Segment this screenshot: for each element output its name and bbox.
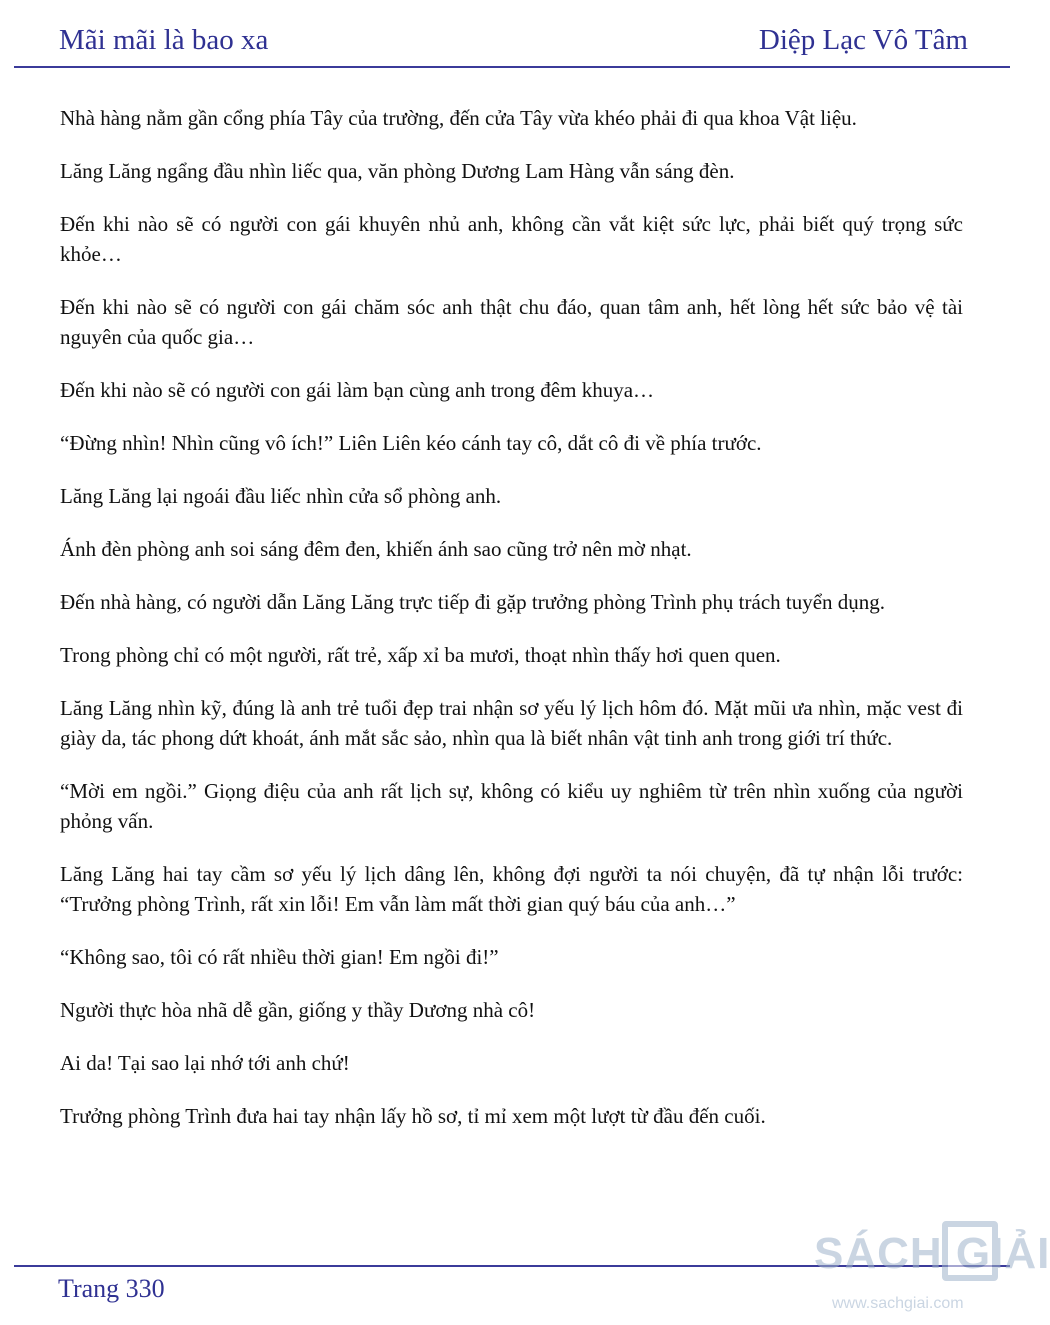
watermark-url: www.sachgiai.com	[832, 1295, 964, 1312]
paragraph: “Mời em ngồi.” Giọng điệu của anh rất lịch sự, không có kiểu uy nghiêm từ trên nhìn xuống của người phỏng vấn.	[60, 779, 963, 833]
body-text	[60, 103, 963, 1154]
paragraph: Lăng Lăng lại ngoái đầu liếc nhìn cửa sổ phòng anh.	[60, 484, 502, 508]
watermark-text: SÁCH GIẢI	[814, 1229, 1050, 1278]
paragraph: Lăng Lăng hai tay cầm sơ yếu lý lịch dâng lên, không đợi người ta nói chuyện, đã tự nhận lỗi trước: “Trưởng phòng Trình, rất xin lỗi! Em vẫn làm mất thời gian quý báu của anh…”	[60, 862, 963, 916]
paragraph: “Đừng nhìn! Nhìn cũng vô ích!” Liên Liên kéo cánh tay cô, dắt cô đi về phía trước.	[60, 431, 762, 455]
paragraph: Đến khi nào sẽ có người con gái chăm sóc anh thật chu đáo, quan tâm anh, hết lòng hết sức bảo vệ tài nguyên của quốc gia…	[60, 295, 963, 349]
page-number: Trang 330	[58, 1274, 165, 1303]
watermark-logo	[806, 1215, 1050, 1323]
paragraph: “Không sao, tôi có rất nhiều thời gian! Em ngồi đi!”	[60, 945, 499, 969]
paragraph: Ai da! Tại sao lại nhớ tới anh chứ!	[60, 1051, 350, 1075]
paragraph: Đến nhà hàng, có người dẫn Lăng Lăng trực tiếp đi gặp trưởng phòng Trình phụ trách tuyển dụng.	[60, 590, 886, 614]
paragraph: Lăng Lăng nhìn kỹ, đúng là anh trẻ tuổi đẹp trai nhận sơ yếu lý lịch hôm đó. Mặt mũi ưa nhìn, mặc vest đi giày da, tác phong dứt khoát, ánh mắt sắc sảo, nhìn qua là biết nhân vật tinh anh trong giới trí thức.	[60, 696, 963, 750]
paragraph: Đến khi nào sẽ có người con gái làm bạn cùng anh trong đêm khuya…	[60, 378, 655, 402]
paragraph: Lăng Lăng ngẩng đầu nhìn liếc qua, văn phòng Dương Lam Hàng vẫn sáng đèn.	[60, 159, 735, 183]
page-header	[14, 0, 1010, 68]
author-name: Diệp Lạc Vô Tâm	[758, 24, 968, 56]
paragraph: Ánh đèn phòng anh soi sáng đêm đen, khiến ánh sao cũng trở nên mờ nhạt.	[60, 537, 692, 561]
paragraph: Trưởng phòng Trình đưa hai tay nhận lấy hồ sơ, tỉ mỉ xem một lượt từ đầu đến cuối.	[60, 1104, 766, 1128]
paragraph: Người thực hòa nhã dễ gần, giống y thầy Dương nhà cô!	[60, 998, 536, 1022]
paragraph: Nhà hàng nằm gần cổng phía Tây của trường, đến cửa Tây vừa khéo phải đi qua khoa Vật liệu.	[60, 106, 857, 130]
book-title: Mãi mãi là bao xa	[59, 24, 269, 56]
paragraph: Trong phòng chỉ có một người, rất trẻ, xấp xỉ ba mươi, thoạt nhìn thấy hơi quen quen.	[60, 643, 781, 667]
paragraph: Đến khi nào sẽ có người con gái khuyên nhủ anh, không cần vắt kiệt sức lực, phải biết quý trọng sức khỏe…	[60, 212, 963, 266]
